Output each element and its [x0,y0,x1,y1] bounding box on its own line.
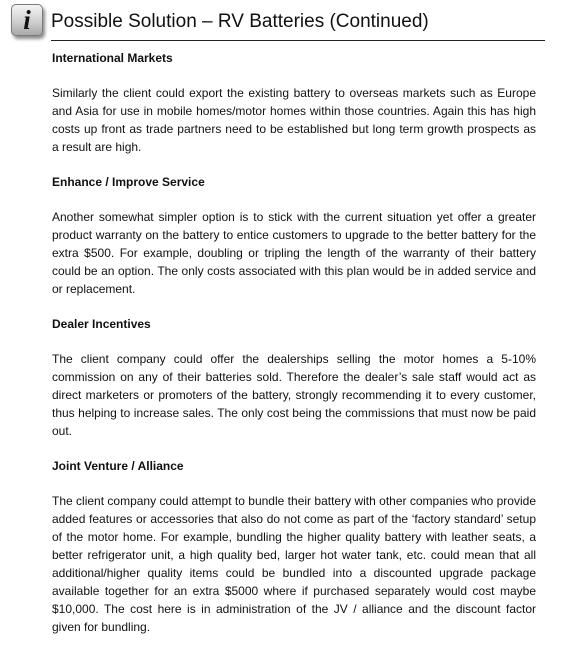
page-header [11,4,545,42]
section-heading-joint-venture: Joint Venture / Alliance [52,459,184,473]
section-body-dealer-incentives: The client company could offer the dealerships selling the motor homes a 5-10% commission on any of their batteries sold. Therefore the dealer’s sale staff would act as direct marketers or promoters of the battery, strongly recommending it to every customer, thus helping to increase sales. The only cost being the commissions that must now be paid out. [52,352,536,438]
page-title: Possible Solution – RV Batteries (Continued) [51,11,429,32]
section-body-enhance-service: Another somewhat simpler option is to stick with the current situation yet offer a greater product warranty on the battery to entice customers to upgrade to the better battery for the extra $500. For example, doubling or tripling the length of the warranty of their battery could be an option. The only costs associated with this plan would be in added service and or replacement. [52,210,536,296]
title-divider [51,40,545,41]
document-body [52,49,536,653]
section-heading-dealer-incentives: Dealer Incentives [52,317,151,331]
section-body-joint-venture: The client company could attempt to bundle their battery with other companies who provide added features or accessories that also do not come as part of the ‘factory standard’ setup of the motor home. For example, bundling the higher quality battery with leather seats, a better refrigerator unit, a high quality bed, larger hot water tank, etc. could mean that all additional/higher quality items could be bundled into a discounted upgrade package available together for an extra $5000 where if purchased separately would cost maybe $10,000. The cost here is in administration of the JV / alliance and the discount factor given for bundling. [52,494,536,634]
section-body-international-markets: Similarly the client could export the existing battery to overseas markets such as Europe and Asia for use in mobile homes/motor homes within those countries. Again this has high costs up front as trade partners need to be established but long term growth prospects as a result are high. [52,86,536,154]
section-heading-enhance-service: Enhance / Improve Service [52,175,205,189]
info-icon-glyph: i [23,5,31,35]
info-icon [11,4,43,36]
section-heading-international-markets: International Markets [52,51,173,65]
